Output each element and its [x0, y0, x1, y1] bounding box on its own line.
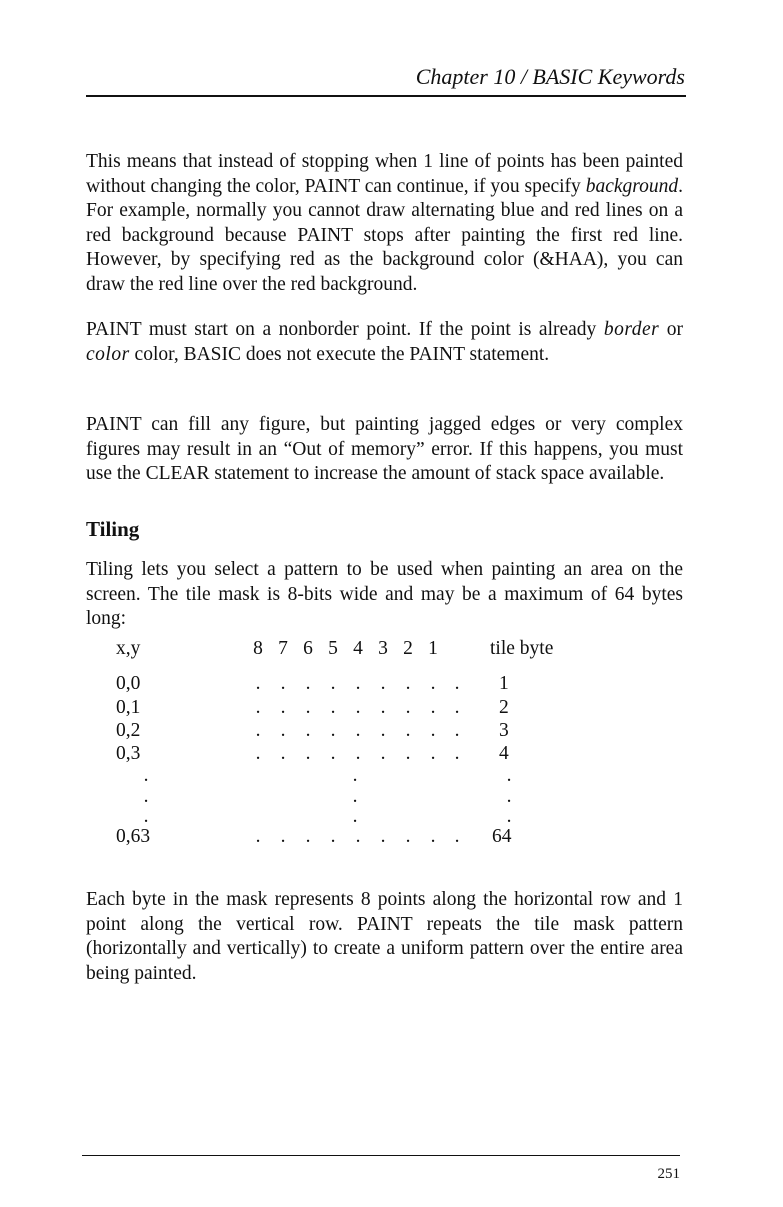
column-header-bit: 8: [253, 638, 263, 659]
row-xy: 0,63: [116, 826, 151, 847]
paragraph-tiling-intro: Tiling lets you select a pattern to be used when painting an area on the screen. The tile mask is 8-bits wide and may be a maximum of 64 bytes long:: [86, 559, 683, 629]
row-tile-byte: 1: [499, 673, 509, 694]
emphasis-border: border: [603, 319, 660, 340]
paragraph-text: This means that instead of stopping when 1 line of points has been painted without changing the color, PAINT can continue, if you specify: [86, 151, 683, 197]
emphasis-color: color: [86, 343, 130, 365]
column-header-bit: 5: [328, 638, 338, 659]
paragraph-text: PAINT must start on a nonborder point. If the point is already: [86, 319, 604, 340]
column-header-xy: x,y: [116, 638, 141, 659]
header-rule: [86, 95, 686, 97]
column-header-bit: 4: [353, 638, 363, 659]
section-heading-tiling: Tiling: [86, 517, 140, 541]
emphasis-background: background: [585, 175, 679, 197]
paragraph-text: or: [659, 319, 683, 340]
paragraph-nonborder: [86, 318, 683, 367]
column-header-bit: 1: [428, 638, 438, 659]
column-header-bit: 2: [403, 638, 413, 659]
row-xy: 0,2: [116, 720, 141, 741]
paragraph-background: [86, 150, 683, 297]
paragraph-out-of-memory: PAINT can fill any figure, but painting jagged edges or very complex figures may result in an “Out of memory” error. If this happens, you must use the CLEAR statement to increase the amount of stack space available.: [86, 414, 683, 484]
column-header-bit: 3: [378, 638, 388, 659]
row-tile-byte: 64: [492, 826, 512, 847]
paragraph-mask-explanation: Each byte in the mask represents 8 points along the horizontal row and 1 point along the vertical row. PAINT repeats the tile mask pattern (horizontally and vertically) to create a uniform pattern over the entire area being painted.: [86, 889, 683, 984]
page-number: 251: [657, 1166, 680, 1182]
row-xy: 0,1: [116, 697, 141, 718]
row-tile-byte: 4: [499, 743, 509, 764]
column-header-bit: 7: [278, 638, 288, 659]
page-header-title: Chapter 10 / BASIC Keywords: [415, 64, 685, 89]
paragraph-text: color, BASIC does not execute the PAINT statement.: [129, 343, 550, 365]
column-header-tile-byte: tile byte: [490, 638, 554, 659]
footer-rule: [82, 1155, 680, 1156]
row-tile-byte: 3: [499, 720, 509, 741]
row-tile-byte: 2: [499, 697, 509, 718]
row-xy: 0,0: [116, 673, 141, 694]
row-xy: 0,3: [116, 743, 141, 764]
paragraph-text: . For example, normally you cannot draw alternating blue and red lines on a red background because PAINT stops after painting the first red line. However, by specifying red as the background color (&HAA), you can draw the red line over the red background.: [86, 175, 683, 295]
column-header-bit: 6: [303, 638, 313, 659]
